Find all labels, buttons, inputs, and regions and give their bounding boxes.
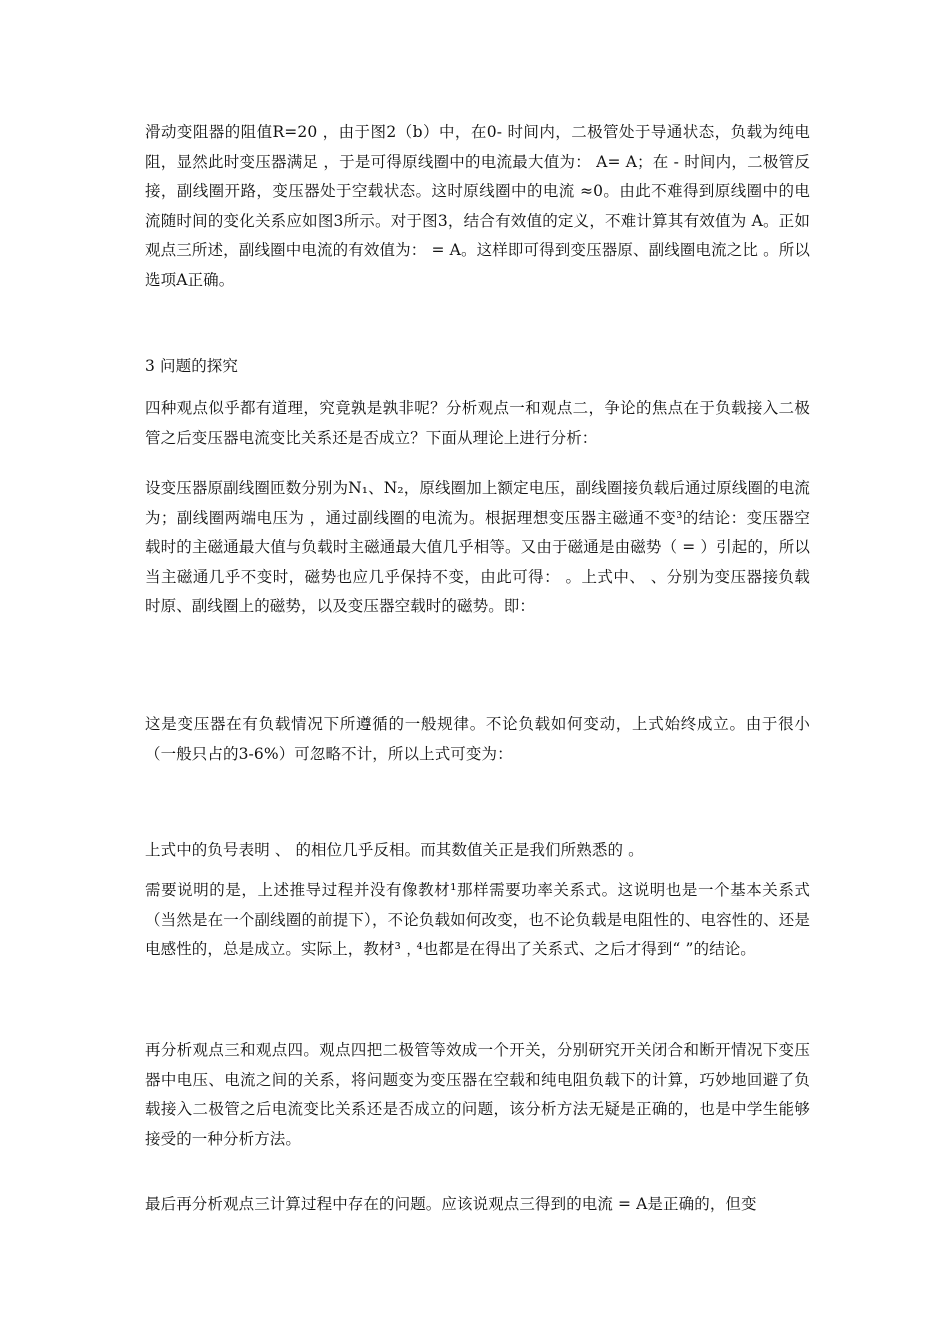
paragraph-four-viewpoints: 四种观点似乎都有道理，究竟孰是孰非呢？分析观点一和观点二，争论的焦点在于负载接入二极管之后变压器电流变比关系还是否成立？下面从理论上进行分析：	[145, 399, 810, 447]
paragraph-viewpoint-three-four: 再分析观点三和观点四。观点四把二极管等效成一个开关，分别研究开关闭合和断开情况下变压器中电压、电流之间的关系，将问题变为变压器在空载和纯电阻负载下的计算，巧妙地回避了负载接入二极管之后电流变比关系还是否成立的问题，该分析方法无疑是正确的，也是中学生能够接受的一种分析方法。	[145, 1041, 810, 1148]
paragraph-explanation: 需要说明的是，上述推导过程并没有像教材¹那样需要功率关系式。这说明也是一个基本关系式（当然是在一个副线圈的前提下），不论负载如何改变，也不论负载是电阻性的、电容性的、还是电感性的，总是成立。实际上，教材³﹐⁴也都是在得出了关系式、之后才得到“ ”的结论。	[145, 881, 810, 958]
paragraph-derivation-setup: 设变压器原副线圈匝数分别为N₁、N₂，原线圈加上额定电压，副线圈接负载后通过原线圈的电流为；副线圈两端电压为 ，通过副线圈的电流为。根据理想变压器主磁通不变³的结论：变压器空载时的主磁通最大值与负载时主磁通最大值几乎相等。又由于磁通是由磁势（ = ）引起的，所以当主磁通几乎不变时，磁势也应几乎保持不变，由此可得： 。上式中、 、分别为变压器接负载时原、副线圈上的磁势，以及变压器空载时的磁势。即：	[145, 479, 810, 615]
section-heading-3: 3 问题的探究	[145, 357, 238, 375]
paragraph-transformer-calculation: 滑动变阻器的阻值R=20 ，由于图2（b）中，在0- 时间内，二极管处于导通状态，负载为纯电阻，显然此时变压器满足 ，于是可得原线圈中的电流最大值为： A= A；在 - 时间内，二极管反接，副线圈开路，变压器处于空载状态。这时原线圈中的电流 ≈0。由此不难得到原线圈中的电流随时间的变化关系应如图3所示。对于图3，结合有效值的定义，不难计算其有效值为 A。正如观点三所述，副线圈中电流的有效值为： = A。这样即可得到变压器原、副线圈电流之比 。所以选项A正确。	[145, 123, 810, 289]
paragraph-final-analysis: 最后再分析观点三计算过程中存在的问题。应该说观点三得到的电流 = A是正确的，但变	[145, 1195, 757, 1213]
paragraph-phase-relation: 上式中的负号表明 、 的相位几乎反相。而其数值关正是我们所熟悉的 。	[145, 841, 644, 859]
paragraph-general-law: 这是变压器在有负载情况下所遵循的一般规律。不论负载如何变动，上式始终成立。由于很小（一般只占的3-6%）可忽略不计，所以上式可变为：	[145, 715, 810, 763]
